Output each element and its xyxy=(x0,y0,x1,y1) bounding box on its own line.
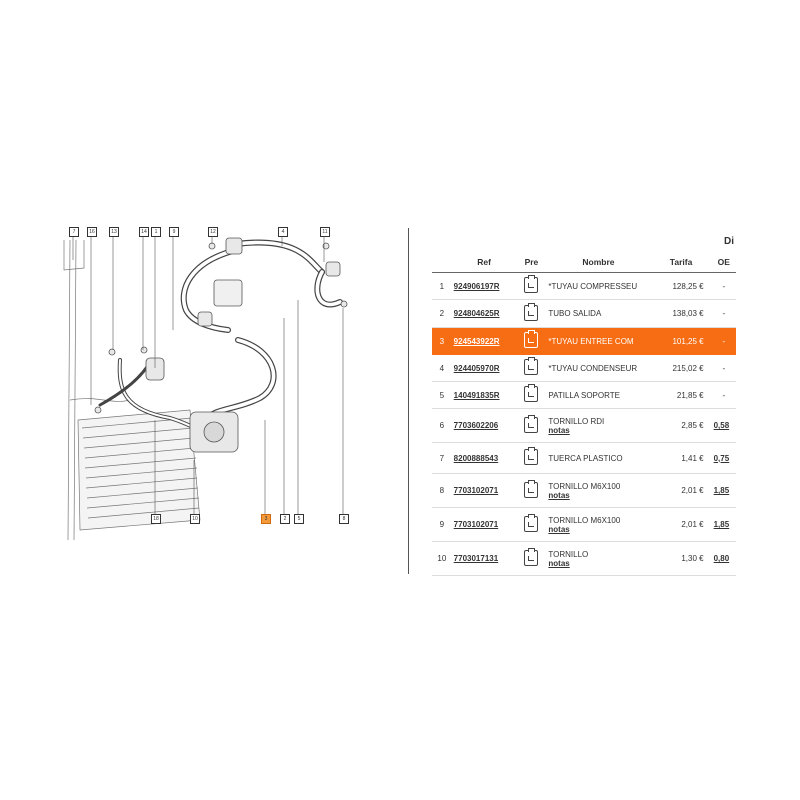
ref-link[interactable]: 7703102071 xyxy=(452,474,517,508)
table-header-row xyxy=(432,252,736,273)
row-number: 1 xyxy=(432,273,452,300)
pre-cell[interactable] xyxy=(517,409,547,443)
row-number: 8 xyxy=(432,474,452,508)
ref-link[interactable]: 924405970R xyxy=(452,355,517,382)
table-row[interactable] xyxy=(432,508,736,542)
part-name: TORNILLO M6X100 xyxy=(548,515,621,525)
table-row[interactable] xyxy=(432,273,736,300)
parts-table xyxy=(432,252,736,576)
pre-cell[interactable] xyxy=(517,542,547,576)
part-name: TUBO SALIDA xyxy=(546,300,650,328)
oe-value: - xyxy=(712,355,736,382)
callout-7[interactable]: 7 xyxy=(69,227,79,237)
panel-divider xyxy=(408,228,409,574)
pre-cell[interactable] xyxy=(517,355,547,382)
part-price: 101,25 € xyxy=(650,328,711,355)
clipboard-icon[interactable] xyxy=(524,482,538,498)
row-number: 3 xyxy=(432,328,452,355)
pre-cell[interactable] xyxy=(517,273,547,300)
callout-14[interactable]: 14 xyxy=(139,227,149,237)
oe-link[interactable]: 0,75 xyxy=(712,443,736,474)
row-number: 5 xyxy=(432,382,452,409)
table-row[interactable] xyxy=(432,409,736,443)
pre-cell[interactable] xyxy=(517,474,547,508)
part-name: PATILLA SOPORTE xyxy=(546,382,650,409)
table-row[interactable] xyxy=(432,355,736,382)
callout-1[interactable]: 1 xyxy=(151,227,161,237)
ref-link[interactable]: 140491835R xyxy=(452,382,517,409)
table-row[interactable] xyxy=(432,443,736,474)
table-row[interactable] xyxy=(432,382,736,409)
part-name: *TUYAU COMPRESSEU xyxy=(546,273,650,300)
oe-link[interactable]: 0,80 xyxy=(712,542,736,576)
col-num xyxy=(432,252,452,273)
clipboard-icon[interactable] xyxy=(524,417,538,433)
col-oe[interactable]: OE xyxy=(712,252,736,273)
callout-3-highlighted[interactable]: 3 xyxy=(261,514,271,524)
clipboard-icon[interactable] xyxy=(524,386,538,402)
row-number: 9 xyxy=(432,508,452,542)
ref-link[interactable]: 924543922R xyxy=(452,328,517,355)
part-price: 2,85 € xyxy=(650,409,711,443)
clipboard-icon[interactable] xyxy=(524,332,538,348)
clipboard-icon[interactable] xyxy=(524,550,538,566)
callout-12[interactable]: 12 xyxy=(208,227,218,237)
clipboard-icon[interactable] xyxy=(524,277,538,293)
callout-18[interactable]: 18 xyxy=(151,514,161,524)
callout-9[interactable]: 9 xyxy=(169,227,179,237)
callout-11[interactable]: 11 xyxy=(320,227,330,237)
part-name: TUERCA PLASTICO xyxy=(546,443,650,474)
callout-5[interactable]: 5 xyxy=(294,514,304,524)
col-tarifa[interactable]: Tarifa xyxy=(650,252,711,273)
table-row[interactable] xyxy=(432,300,736,328)
ref-link[interactable]: 924906197R xyxy=(452,273,517,300)
notas-link[interactable]: notas xyxy=(548,524,570,534)
part-price: 138,03 € xyxy=(650,300,711,328)
ref-link[interactable]: 7703602206 xyxy=(452,409,517,443)
clipboard-icon[interactable] xyxy=(524,359,538,375)
part-price: 2,01 € xyxy=(650,508,711,542)
ref-link[interactable]: 7703017131 xyxy=(452,542,517,576)
notas-link[interactable]: notas xyxy=(548,558,570,568)
part-price: 128,25 € xyxy=(650,273,711,300)
table-row-selected[interactable] xyxy=(432,328,736,355)
pre-cell[interactable] xyxy=(517,443,547,474)
part-name-cell xyxy=(546,508,650,542)
clipboard-icon[interactable] xyxy=(524,516,538,532)
ref-link[interactable]: 8200888543 xyxy=(452,443,517,474)
ref-link[interactable]: 924804625R xyxy=(452,300,517,328)
part-name-cell xyxy=(546,542,650,576)
row-number: 4 xyxy=(432,355,452,382)
callout-2[interactable]: 2 xyxy=(280,514,290,524)
callout-16[interactable]: 16 xyxy=(87,227,97,237)
clipboard-icon[interactable] xyxy=(524,305,538,321)
row-number: 6 xyxy=(432,409,452,443)
oe-link[interactable]: 1,85 xyxy=(712,508,736,542)
table-row[interactable] xyxy=(432,474,736,508)
col-pre[interactable]: Pre xyxy=(517,252,547,273)
clipboard-icon[interactable] xyxy=(524,449,538,465)
condenser-drawing xyxy=(64,240,200,540)
notas-link[interactable]: notas xyxy=(548,425,570,435)
part-name: TORNILLO RDI xyxy=(548,416,605,426)
callout-13[interactable]: 13 xyxy=(109,227,119,237)
pre-cell[interactable] xyxy=(517,300,547,328)
notas-link[interactable]: notas xyxy=(548,490,570,500)
part-price: 1,30 € xyxy=(650,542,711,576)
part-name: *TUYAU CONDENSEUR xyxy=(546,355,650,382)
part-price: 1,41 € xyxy=(650,443,711,474)
header-partial-label: Di xyxy=(724,236,734,247)
part-name: TORNILLO xyxy=(548,549,589,559)
oe-link[interactable]: 0,58 xyxy=(712,409,736,443)
col-ref[interactable]: Ref xyxy=(452,252,517,273)
pre-cell[interactable] xyxy=(517,508,547,542)
part-price: 21,85 € xyxy=(650,382,711,409)
callout-4[interactable]: 4 xyxy=(278,227,288,237)
part-name: TORNILLO M6X100 xyxy=(548,481,621,491)
row-number: 2 xyxy=(432,300,452,328)
part-name-cell xyxy=(546,409,650,443)
oe-value: - xyxy=(712,273,736,300)
oe-value: - xyxy=(712,300,736,328)
oe-link[interactable]: 1,85 xyxy=(712,474,736,508)
oe-value: - xyxy=(712,382,736,409)
col-nombre[interactable]: Nombre xyxy=(546,252,650,273)
part-price: 215,02 € xyxy=(650,355,711,382)
pre-cell[interactable] xyxy=(517,382,547,409)
oe-value: - xyxy=(712,328,736,355)
table-row[interactable] xyxy=(432,542,736,576)
callout-10[interactable]: 10 xyxy=(190,514,200,524)
row-number: 10 xyxy=(432,542,452,576)
part-name-cell xyxy=(546,474,650,508)
ref-link[interactable]: 7703102071 xyxy=(452,508,517,542)
part-price: 2,01 € xyxy=(650,474,711,508)
callout-8[interactable]: 8 xyxy=(339,514,349,524)
hose-drawing xyxy=(100,242,340,432)
row-number: 7 xyxy=(432,443,452,474)
part-name: *TUYAU ENTREE COM xyxy=(546,328,650,355)
pre-cell[interactable] xyxy=(517,328,547,355)
